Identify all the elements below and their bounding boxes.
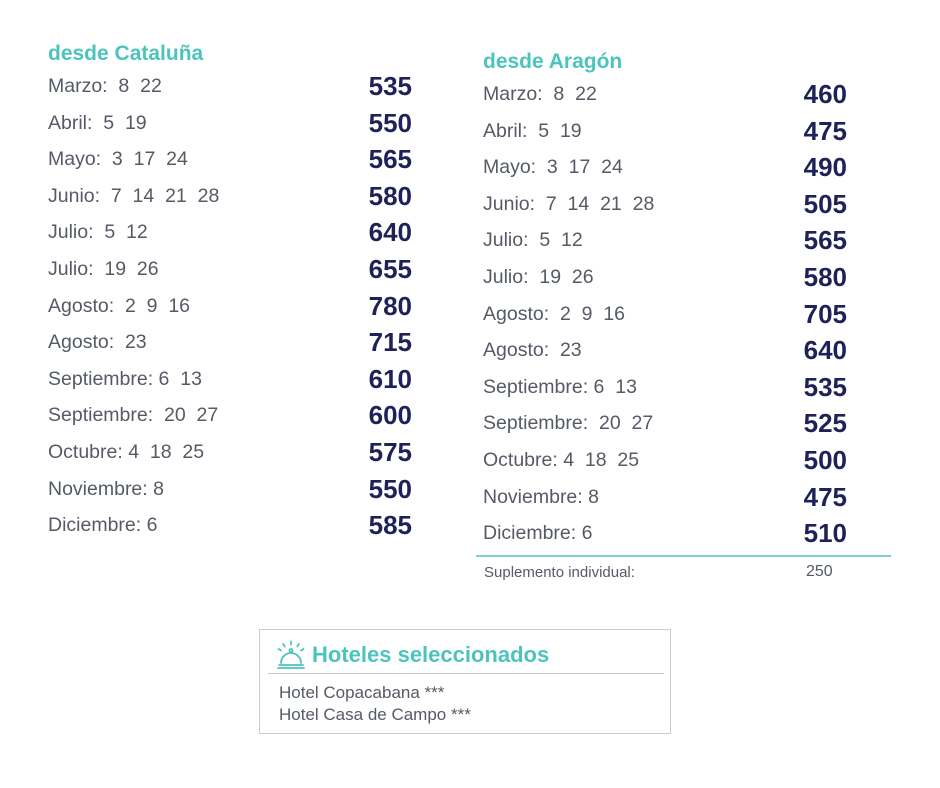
price-value: 780 — [368, 290, 412, 321]
departure-dates: Octubre: 4 18 25 — [48, 440, 205, 463]
aragon-heading: desde Aragón — [483, 50, 623, 73]
price-value: 585 — [368, 510, 412, 541]
departure-dates: Marzo: 8 22 — [48, 75, 162, 97]
departure-dates: Septiembre: 20 27 — [483, 412, 654, 435]
price-value: 705 — [803, 298, 847, 329]
price-value: 490 — [803, 152, 847, 183]
departure-dates: Julio: 19 26 — [48, 257, 159, 280]
departure-dates: Septiembre: 6 13 — [48, 367, 202, 390]
price-row — [48, 178, 412, 215]
price-row — [48, 397, 412, 434]
price-value: 565 — [368, 144, 412, 175]
departure-dates: Noviembre: 8 — [483, 485, 599, 508]
price-value: 655 — [368, 253, 412, 284]
price-value: 565 — [803, 225, 847, 256]
price-value: 550 — [368, 473, 412, 504]
price-row — [48, 507, 412, 544]
cataluna-price-column — [48, 40, 412, 544]
price-value: 460 — [803, 79, 847, 109]
departure-dates: Diciembre: 6 — [48, 514, 158, 537]
departure-dates: Diciembre: 6 — [483, 522, 593, 545]
price-value: 535 — [368, 71, 412, 101]
price-row — [48, 324, 412, 361]
price-row — [483, 259, 847, 296]
price-row — [48, 141, 412, 178]
departure-dates: Abril: 5 19 — [48, 111, 147, 134]
reception-bell-icon — [276, 640, 306, 670]
price-row — [483, 76, 847, 113]
price-value: 640 — [803, 335, 847, 366]
price-value: 575 — [368, 436, 412, 467]
price-value: 610 — [368, 363, 412, 394]
departure-dates: Junio: 7 14 21 28 — [483, 192, 655, 215]
departure-dates: Julio: 5 12 — [48, 221, 148, 244]
price-value: 505 — [803, 188, 847, 219]
price-value: 580 — [803, 261, 847, 292]
departure-dates: Agosto: 23 — [48, 331, 147, 354]
price-row — [483, 369, 847, 406]
departure-dates: Julio: 19 26 — [483, 265, 594, 288]
hotels-list — [279, 682, 471, 726]
suplemento-value: 250 — [806, 563, 833, 580]
price-row — [48, 105, 412, 142]
price-row — [48, 251, 412, 288]
price-row — [48, 434, 412, 471]
price-row — [48, 288, 412, 325]
departure-dates: Noviembre: 8 — [48, 477, 164, 500]
price-value: 525 — [803, 408, 847, 439]
price-row — [483, 442, 847, 479]
price-value: 535 — [803, 371, 847, 402]
price-row — [48, 214, 412, 251]
hotels-header — [276, 638, 549, 672]
suplemento-divider — [476, 555, 891, 557]
price-value: 510 — [803, 518, 847, 549]
price-row — [483, 405, 847, 442]
departure-dates: Septiembre: 6 13 — [483, 375, 637, 398]
departure-dates: Julio: 5 12 — [483, 229, 583, 252]
price-row — [48, 361, 412, 398]
departure-dates: Marzo: 8 22 — [483, 83, 597, 105]
price-row — [48, 471, 412, 508]
departure-dates: Junio: 7 14 21 28 — [48, 184, 220, 207]
departure-dates: Agosto: 23 — [483, 339, 582, 362]
price-row — [483, 186, 847, 223]
price-row — [483, 332, 847, 369]
departure-dates: Agosto: 2 9 16 — [483, 302, 626, 325]
price-row — [48, 68, 412, 105]
hotels-rule — [268, 673, 664, 674]
price-value: 475 — [803, 481, 847, 512]
price-row — [483, 222, 847, 259]
price-value: 500 — [803, 444, 847, 475]
hotel-item: Hotel Casa de Campo *** — [279, 705, 471, 724]
price-row — [483, 479, 847, 516]
price-value: 600 — [368, 400, 412, 431]
cataluna-heading: desde Cataluña — [48, 42, 204, 65]
departure-dates: Abril: 5 19 — [483, 119, 582, 142]
hotels-title: Hoteles seleccionados — [312, 642, 550, 667]
price-value: 715 — [368, 327, 412, 358]
departure-dates: Agosto: 2 9 16 — [48, 294, 191, 317]
aragon-price-column — [483, 48, 847, 552]
departure-dates: Octubre: 4 18 25 — [483, 448, 640, 471]
price-value: 580 — [368, 180, 412, 211]
departure-dates: Mayo: 3 17 24 — [483, 156, 623, 179]
price-value: 640 — [368, 217, 412, 248]
price-value: 475 — [803, 115, 847, 146]
departure-dates: Septiembre: 20 27 — [48, 404, 219, 427]
price-value: 550 — [368, 107, 412, 138]
price-row — [483, 515, 847, 552]
price-row — [483, 113, 847, 150]
price-row — [483, 149, 847, 186]
hotels-box — [259, 629, 671, 734]
departure-dates: Mayo: 3 17 24 — [48, 148, 188, 171]
suplemento-label: Suplemento individual: — [484, 564, 635, 581]
price-row — [483, 296, 847, 333]
hotel-item: Hotel Copacabana *** — [279, 683, 445, 702]
